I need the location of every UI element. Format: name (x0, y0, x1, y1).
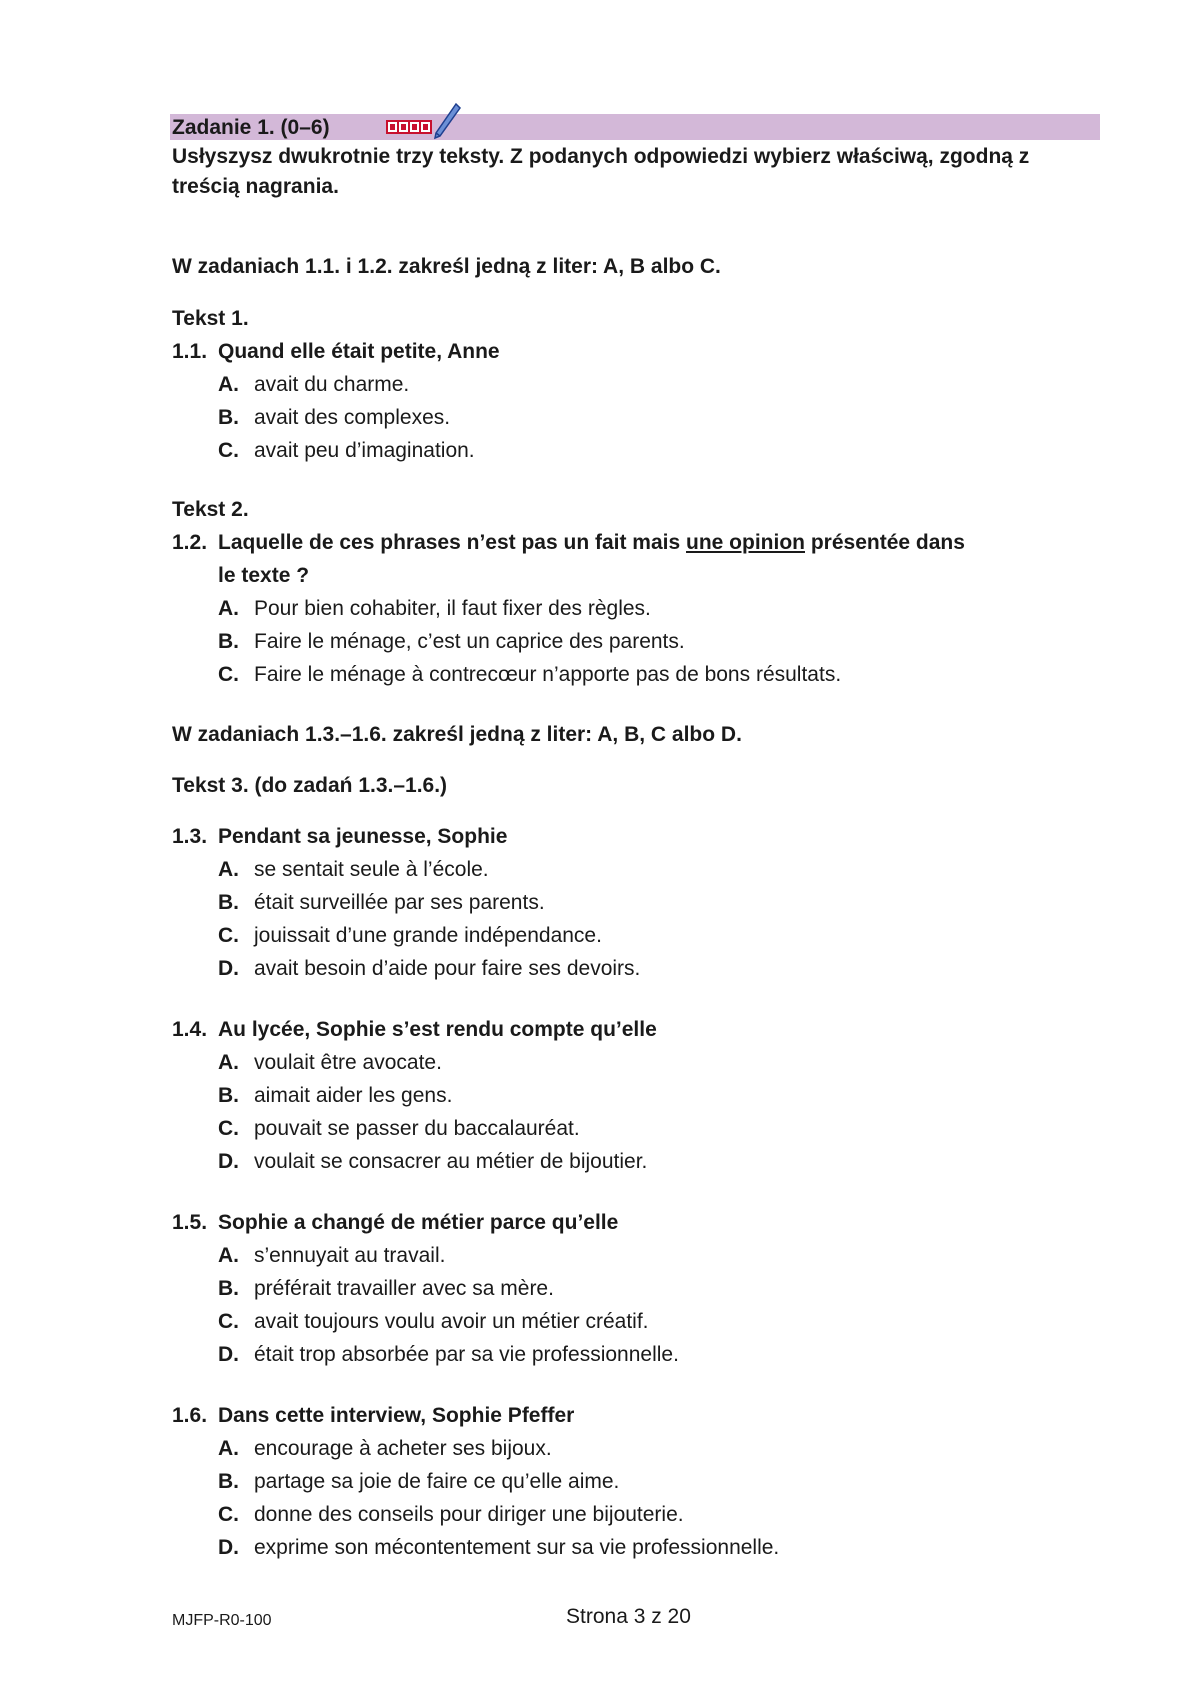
answer-option[interactable] (218, 1434, 552, 1464)
question-number: 1.6. (172, 1404, 208, 1427)
option-text: avait des complexes. (254, 406, 451, 429)
answer-option[interactable] (218, 1048, 442, 1078)
answer-option[interactable] (218, 1081, 452, 1111)
option-text: avait toujours voulu avoir un métier créatif. (254, 1310, 649, 1333)
option-letter: B. (218, 630, 239, 653)
question-stem: Dans cette interview, Sophie Pfeffer (218, 1404, 575, 1427)
option-text: Pour bien cohabiter, il faut fixer des règles. (254, 597, 651, 620)
option-letter: C. (218, 439, 239, 462)
answer-option[interactable] (218, 1241, 445, 1271)
task-title: Zadanie 1. (0–6) (172, 116, 330, 139)
answer-option[interactable] (218, 436, 475, 466)
question-stem-continued: le texte ? (218, 564, 310, 587)
question-number: 1.3. (172, 825, 208, 848)
option-text: s’ennuyait au travail. (254, 1244, 446, 1267)
option-text: aimait aider les gens. (254, 1084, 453, 1107)
instruction-second: W zadaniach 1.3.–1.6. zakreśl jedną z liter: A, B, C albo D. (172, 723, 742, 746)
option-text: était surveillée par ses parents. (254, 891, 545, 914)
option-text: exprime son mécontentement sur sa vie professionnelle. (254, 1536, 780, 1559)
stem-underlined: une opinion (686, 531, 805, 554)
option-letter: C. (218, 663, 239, 686)
option-text: avait du charme. (254, 373, 410, 396)
question-number: 1.2. (172, 531, 208, 554)
answer-option[interactable] (218, 954, 640, 984)
option-letter: A. (218, 373, 239, 396)
answer-option[interactable] (218, 1114, 580, 1144)
text-heading-1: Tekst 1. (172, 307, 249, 330)
stem-part: présentée dans (805, 531, 965, 554)
option-letter: B. (218, 891, 239, 914)
footer-page-number: Strona 3 z 20 (566, 1605, 691, 1628)
question-stem: Au lycée, Sophie s’est rendu compte qu’elle (218, 1018, 657, 1041)
option-text: préférait travailler avec sa mère. (254, 1277, 554, 1300)
question-stem (218, 528, 965, 558)
answer-option[interactable] (218, 1533, 779, 1563)
option-letter: B. (218, 1470, 239, 1493)
question-number: 1.4. (172, 1018, 208, 1041)
option-text: avait peu d’imagination. (254, 439, 475, 462)
answer-option[interactable] (218, 888, 545, 918)
option-text: pouvait se passer du baccalauréat. (254, 1117, 580, 1140)
question-stem: Sophie a changé de métier parce qu’elle (218, 1211, 619, 1234)
answer-option[interactable] (218, 921, 602, 951)
answer-option[interactable] (218, 1340, 679, 1370)
option-letter: D. (218, 957, 239, 980)
instruction-first: W zadaniach 1.1. i 1.2. zakreśl jedną z liter: A, B albo C. (172, 255, 721, 278)
option-letter: C. (218, 1310, 239, 1333)
answer-option[interactable] (218, 855, 489, 885)
answer-option[interactable] (218, 403, 450, 433)
option-text: partage sa joie de faire ce qu’elle aime. (254, 1470, 620, 1493)
option-text: voulait être avocate. (254, 1051, 442, 1074)
task-intro: Usłyszysz dwukrotnie trzy teksty. Z podanych odpowiedzi wybierz właściwą, zgodną z treścią nagrania. (172, 145, 1030, 198)
answer-option[interactable] (218, 660, 841, 690)
option-letter: C. (218, 1117, 239, 1140)
option-text: encourage à acheter ses bijoux. (254, 1437, 552, 1460)
option-letter: D. (218, 1150, 239, 1173)
text-heading-3: Tekst 3. (do zadań 1.3.–1.6.) (172, 774, 448, 797)
option-letter: D. (218, 1536, 239, 1559)
option-text: Faire le ménage à contrecœur n’apporte pas de bons résultats. (254, 663, 842, 686)
option-letter: A. (218, 1051, 239, 1074)
option-text: se sentait seule à l’école. (254, 858, 489, 881)
question-number: 1.5. (172, 1211, 208, 1234)
option-letter: A. (218, 597, 239, 620)
option-letter: B. (218, 1084, 239, 1107)
option-text: donne des conseils pour diriger une bijouterie. (254, 1503, 684, 1526)
question-number: 1.1. (172, 340, 208, 363)
option-text: Faire le ménage, c’est un caprice des parents. (254, 630, 685, 653)
text-heading-2: Tekst 2. (172, 498, 249, 521)
question-stem: Quand elle était petite, Anne (218, 340, 500, 363)
answer-option[interactable] (218, 1307, 649, 1337)
answer-option[interactable] (218, 1500, 684, 1530)
option-letter: A. (218, 858, 239, 881)
option-letter: A. (218, 1244, 239, 1267)
option-text: avait besoin d’aide pour faire ses devoirs. (254, 957, 641, 980)
option-letter: C. (218, 1503, 239, 1526)
option-letter: D. (218, 1343, 239, 1366)
answer-option[interactable] (218, 1147, 647, 1177)
answer-option[interactable] (218, 627, 685, 657)
answer-option[interactable] (218, 1274, 554, 1304)
question-stem: Pendant sa jeunesse, Sophie (218, 825, 508, 848)
scoring-boxes-icon (385, 118, 433, 136)
option-letter: B. (218, 406, 239, 429)
answer-option[interactable] (218, 594, 651, 624)
option-letter: B. (218, 1277, 239, 1300)
option-letter: A. (218, 1437, 239, 1460)
option-text: était trop absorbée par sa vie professionnelle. (254, 1343, 679, 1366)
answer-option[interactable] (218, 370, 409, 400)
pen-icon (432, 102, 462, 140)
option-letter: C. (218, 924, 239, 947)
option-text: voulait se consacrer au métier de bijoutier. (254, 1150, 648, 1173)
option-text: jouissait d’une grande indépendance. (254, 924, 602, 947)
stem-part: Laquelle de ces phrases n’est pas un fait mais (218, 531, 687, 554)
answer-option[interactable] (218, 1467, 619, 1497)
footer-code: MJFP-R0-100 (172, 1612, 272, 1629)
